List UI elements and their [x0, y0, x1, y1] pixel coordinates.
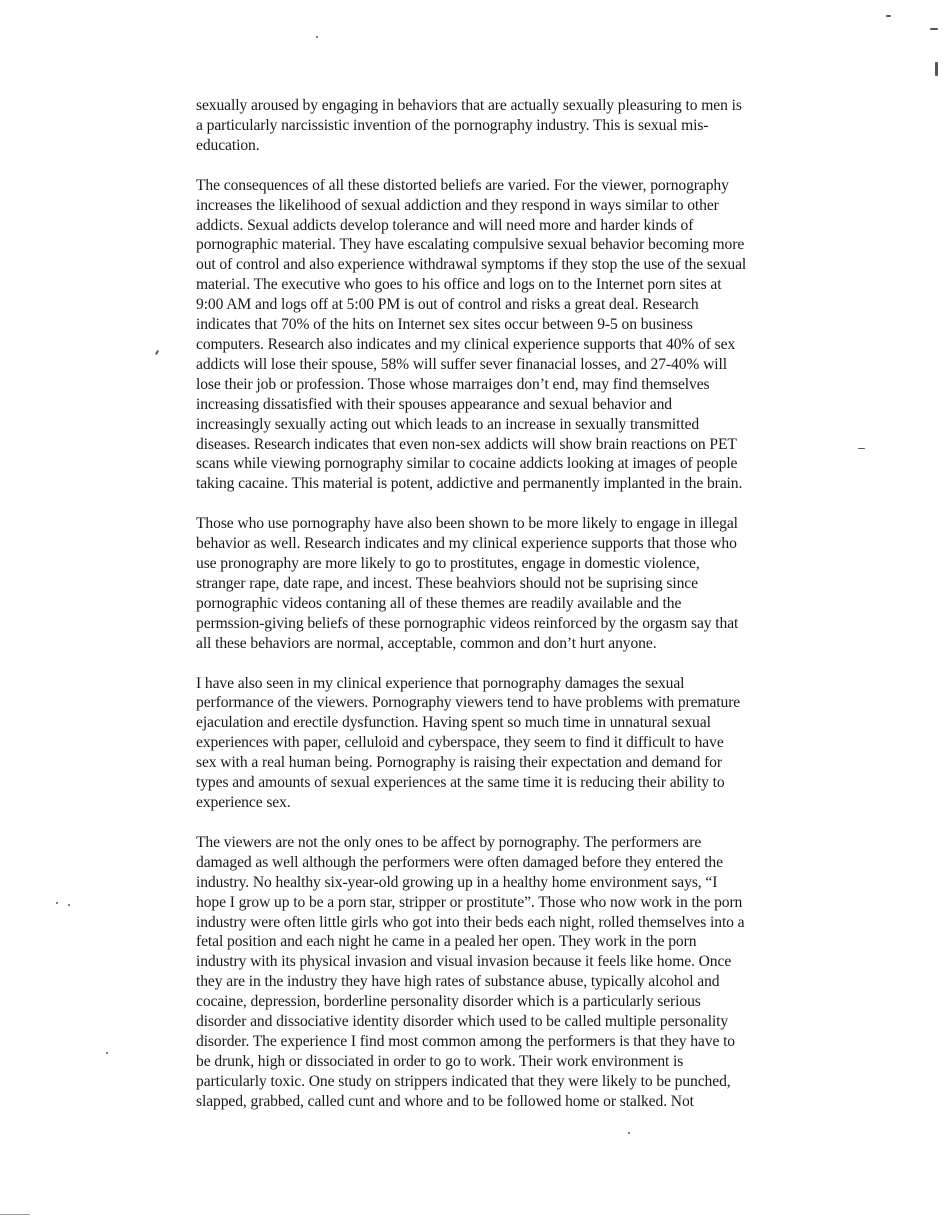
document-body: [196, 96, 816, 1132]
scan-speck: [930, 28, 938, 30]
scan-speck: [155, 350, 159, 355]
scan-speck: [106, 1052, 108, 1054]
scan-speck: [316, 36, 318, 38]
paragraph-performers: The viewers are not the only ones to be affect by pornography. The performers are damaged as well although the performers were often damaged before they entered the industry. No healthy six-year-old growing up in a healthy home environment says, “I hope I grow up to be a porn star, stripper or prostitute”. Those who now work in the porn industry were often little girls who got into their beds each night, rolled themselves into a fetal position and each night he came in a pealed her open. They work in the porn industry with its physical invasion and visual invasion because it feels like home. Once they are in the industry they have high rates of substance abuse, typically alcohol and cocaine, depression, borderline personality disorder which is a particularly serious disorder and dissociative identity disorder which used to be called multiple personality disorder. The experience I find most common among the performers is that they have to be drunk, high or dissociated in order to go to work. Their work environment is particularly toxic. One study on strippers indicated that they were likely to be punched, slapped, grabbed, called cunt and whore and to be followed home or stalked. Not: [196, 833, 745, 1110]
scan-speck: [935, 62, 938, 76]
scan-speck: [56, 902, 58, 904]
scan-speck: [858, 448, 865, 449]
paragraph-sexual-mis-education: sexually aroused by engaging in behaviors that are actually sexually pleasuring to men is a particularly narcissistic invention of the pornography industry. This is sexual mis- education.: [196, 97, 742, 154]
paragraph-consequences: The consequences of all these distorted beliefs are varied. For the viewer, pornography increases the likelihood of sexual addiction and they respond in ways similar to other addicts. Sexual addicts develop tolerance and will need more and harder kinds of pornographic material. They have escalating compulsive sexual behavior becoming more out of control and also experience withdrawal symptoms if they stop the use of the sexual material. The executive who goes to his office and logs on to the Internet porn sites at 9:00 AM and logs off at 5:00 PM is out of control and risks a great deal. Research indicates that 70% of the hits on Internet sex sites occur between 9-5 on business computers. Research also indicates and my clinical experience supports that 40% of sex addicts will lose their spouse, 58% will suffer sever finanacial losses, and 27-40% will lose their job or profession. Those whose marraiges don’t end, may find themselves increasing dissatisfied with their spouses appearance and sexual behavior and increasingly sexually acting out which leads to an increase in sexually transmitted diseases. Research indicates that even non-sex addicts will show brain reactions on PET scans while viewing pornography similar to cocaine addicts looking at images of people taking cacaine. This material is potent, addictive and permanently implanted in the brain.: [196, 176, 747, 493]
scan-speck: [0, 1214, 30, 1215]
scan-speck: [68, 904, 70, 906]
scan-speck: [886, 15, 891, 17]
paragraph-illegal-behavior: Those who use pornography have also been shown to be more likely to engage in illegal behavior as well. Research indicates and my clinical experience supports that those who use pronography are more likely to go to prostitutes, engage in domestic violence, stranger rape, date rape, and incest. These beahviors should not be suprising since pornographic videos contaning all of these themes are readily available and the permssion-giving beliefs of these pornographic videos reinforced by the orgasm say that all these behaviors are normal, acceptable, common and don’t hurt anyone.: [196, 515, 739, 652]
scan-speck: [628, 1132, 630, 1134]
paragraph-sexual-performance: I have also seen in my clinical experience that pornography damages the sexual performance of the viewers. Pornography viewers tend to have problems with premature ejaculation and erectile dysfunction. Having spent so much time in unnatural sexual experiences with paper, celluloid and cyberspace, they seem to find it difficult to have sex with a real human being. Pornography is raising their expectation and demand for types and amounts of sexual experiences at the same time it is reducing their ability to experience sex.: [196, 674, 741, 811]
